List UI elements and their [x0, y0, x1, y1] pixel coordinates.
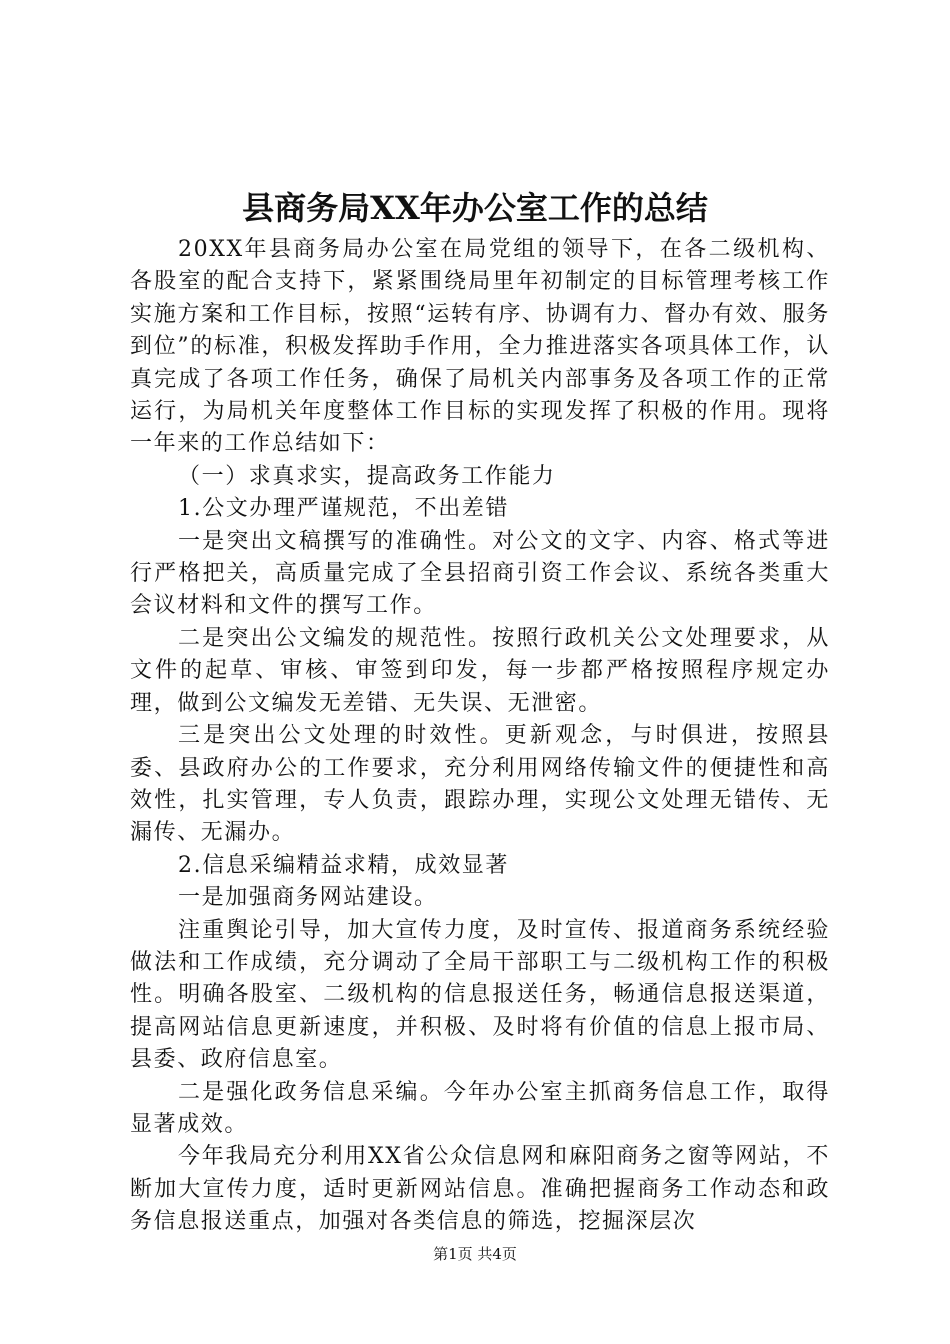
- paragraph-2-2-heading: 二是强化政务信息采编。今年办公室主抓商务信息工作，取得显著成效。: [130, 1079, 830, 1137]
- paragraph-1-1: 一是突出文稿撰写的准确性。对公文的文字、内容、格式等进行严格把关，高质量完成了全县招商引资工作会议、系统各类重大会议材料和文件的撰写工作。: [130, 528, 830, 619]
- page-footer: 第1页 共4页: [433, 1245, 517, 1263]
- section-heading-1: （一）求真求实，提高政务工作能力: [178, 463, 556, 489]
- document-body: [130, 234, 830, 1239]
- paragraph-1-3: 三是突出公文处理的时效性。更新观念，与时俱进，按照县委、县政府办公的工作要求，充分利用网络传输文件的便捷性和高效性，扎实管理，专人负责，跟踪办理，实现公文处理无错传、无漏传、无漏办。: [130, 723, 830, 846]
- paragraph-2-1-heading: 一是加强商务网站建设。: [178, 885, 438, 911]
- paragraph-2-1-body: 注重舆论引导，加大宣传力度，及时宣传、报道商务系统经验做法和工作成绩，充分调动了全局干部职工与二级机构工作的积极性。明确各股室、二级机构的信息报送任务，畅通信息报送渠道，提高网站信息更新速度，并积极、及时将有价值的信息上报市局、县委、政府信息室。: [130, 917, 830, 1073]
- paragraph-2-2-body: 今年我局充分利用XX省公众信息网和麻阳商务之窗等网站，不断加大宣传力度，适时更新网站信息。准确把握商务工作动态和政务信息报送重点，加强对各类信息的筛选，挖掘深层次: [130, 1144, 830, 1235]
- document-title: 县商务局XX年办公室工作的总结: [242, 189, 708, 227]
- paragraph-1-2: 二是突出公文编发的规范性。按照行政机关公文处理要求，从文件的起草、审核、审签到印发，每一步都严格按照程序规定办理，做到公文编发无差错、无失误、无泄密。: [130, 625, 830, 716]
- paragraph-intro: 20XX年县商务局办公室在局党组的领导下，在各二级机构、各股室的配合支持下，紧紧围绕局里年初制定的目标管理考核工作实施方案和工作目标，按照“运转有序、协调有力、督办有效、服务到位”的标准，积极发挥助手作用，全力推进落实各项具体工作，认真完成了各项工作任务，确保了局机关内部事务及各项工作的正常运行，为局机关年度整体工作目标的实现发挥了积极的作用。现将一年来的工作总结如下：: [130, 237, 830, 457]
- subsection-heading-2: 2.信息采编精益求精，成效显著: [178, 852, 509, 878]
- subsection-heading-1: 1.公文办理严谨规范，不出差错: [178, 496, 509, 522]
